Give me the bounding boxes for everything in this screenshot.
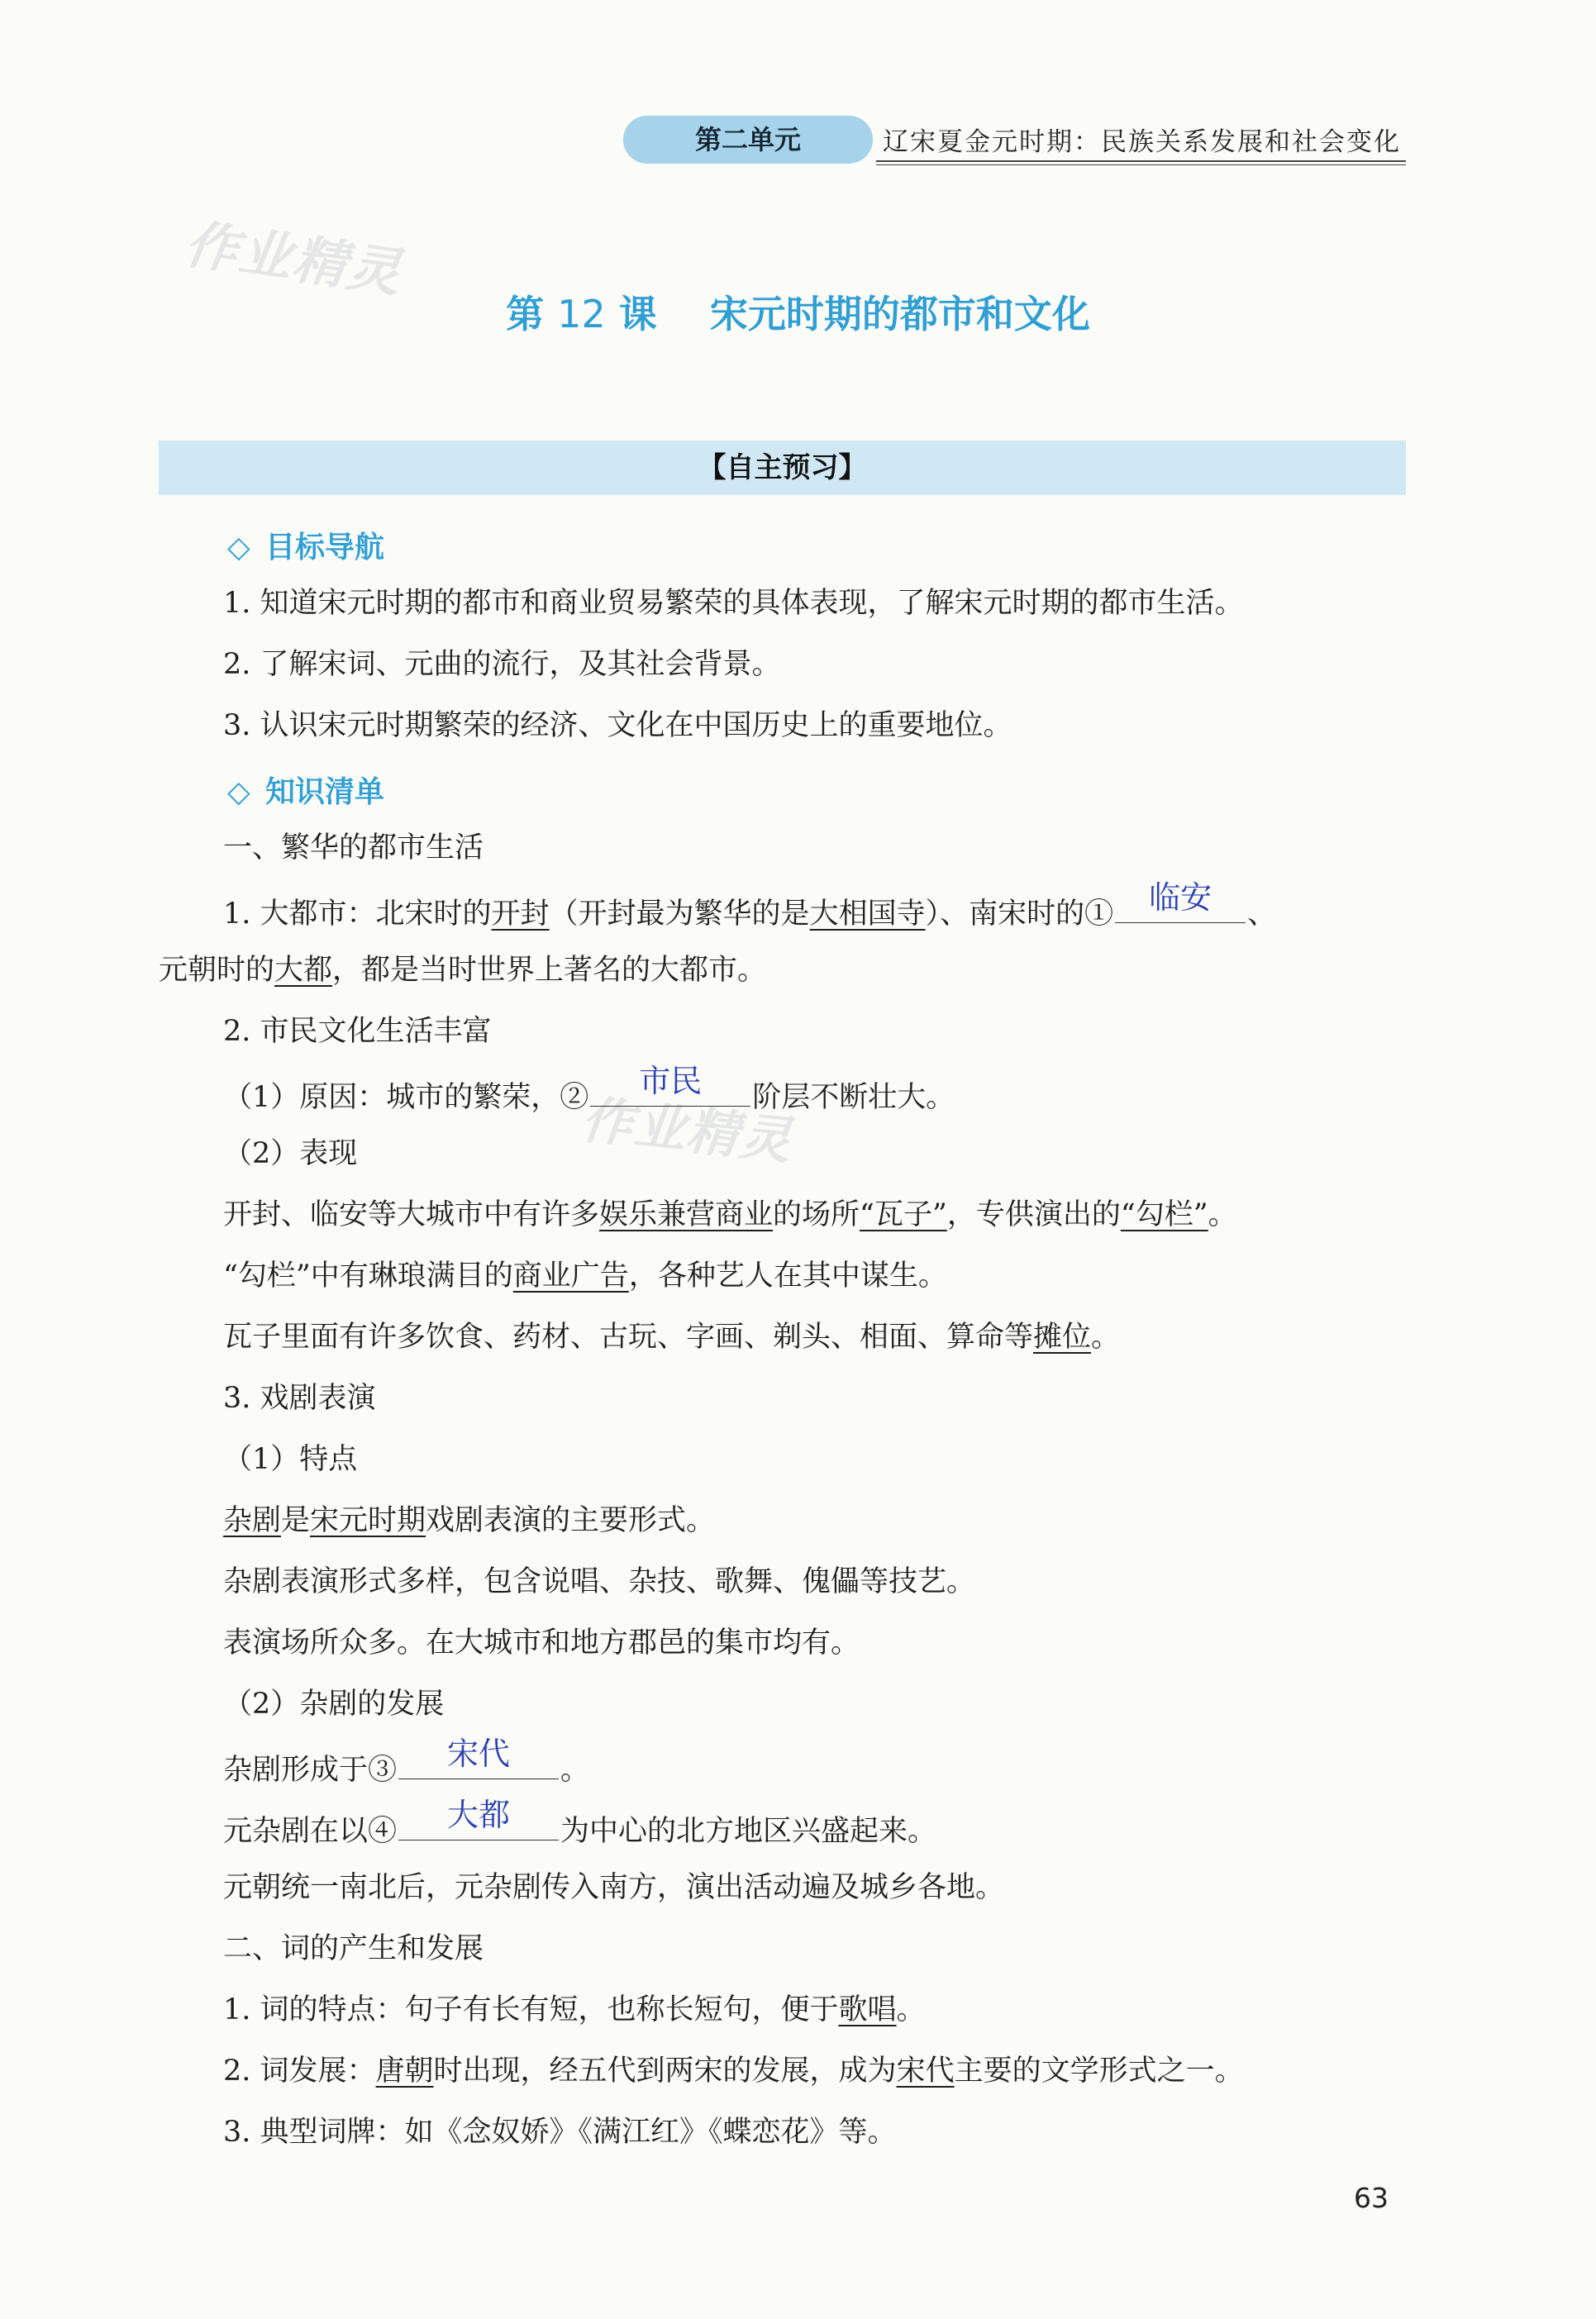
watermark-center: 作业精灵 — [579, 1088, 796, 1172]
text-line: 表演场所众多。在大城市和地方郡邑的集市均有。 — [223, 1626, 860, 1659]
lesson-number: 12 — [557, 292, 606, 336]
part-title: 二、词的产生和发展 — [223, 1932, 484, 1965]
text-line: 开封、临安等大城市中有许多娱乐兼营商业的场所“瓦子”，专供演出的“勾栏”。 — [223, 1198, 1237, 1231]
lesson-prefix: 第 — [506, 292, 545, 336]
text-line: （2）杂剧的发展 — [223, 1688, 445, 1721]
text-line: “勾栏”中有琳琅满目的商业广告，各种艺人在其中谋生。 — [223, 1259, 947, 1293]
text-line: 瓦子里面有许多饮食、药材、古玩、字画、剃头、相面、算命等摊位。 — [223, 1321, 1121, 1354]
diamond-icon: ◇ — [227, 531, 250, 564]
goal-item: 3. 认识宋元时期繁荣的经济、文化在中国历史上的重要地位。 — [223, 709, 1012, 742]
text-line: （1）特点 — [223, 1443, 358, 1476]
text-line: 杂剧表演形式多样，包含说唱、杂技、歌舞、傀儡等技艺。 — [223, 1565, 976, 1598]
handwritten-answer: 市民 — [639, 1063, 703, 1099]
answer-blank[interactable] — [590, 1063, 750, 1107]
text-line: 杂剧形成于③ 宋代 。 — [223, 1736, 590, 1787]
goal-item: 1. 知道宋元时期的都市和商业贸易繁荣的具体表现，了解宋元时期的都市生活。 — [223, 587, 1244, 620]
text-line: 1. 词的特点：句子有长有短，也称长短句，便于歌唱。 — [223, 1993, 926, 2026]
diamond-icon: ◇ — [227, 775, 250, 809]
text-line: 1. 大都市：北宋时的开封（开封最为繁华的是大相国寺）、南宋时的① 临安 、 — [223, 879, 1277, 931]
part-title: 一、繁华的都市生活 — [223, 831, 484, 864]
handwritten-answer: 临安 — [1149, 879, 1212, 916]
header-rule-thin — [876, 164, 1406, 165]
text-line: 2. 市民文化生活丰富 — [223, 1015, 492, 1048]
text-line: 元朝时的大都，都是当时世界上著名的大都市。 — [159, 954, 767, 987]
lesson-suffix: 课 — [618, 292, 657, 336]
text-line: 元杂剧在以④ 大都 为中心的北方地区兴盛起来。 — [223, 1797, 937, 1848]
goal-item: 2. 了解宋词、元曲的流行，及其社会背景。 — [223, 648, 781, 681]
text-line: 3. 戏剧表演 — [223, 1382, 376, 1415]
text-line: 3. 典型词牌：如《念奴娇》《满江红》《蝶恋花》等。 — [223, 2116, 897, 2149]
answer-blank[interactable] — [1115, 879, 1246, 923]
handwritten-answer: 宋代 — [447, 1736, 511, 1772]
unit-badge: 第二单元 — [623, 116, 873, 164]
text-line: 杂剧是宋元时期戏剧表演的主要形式。 — [223, 1504, 716, 1537]
handwritten-answer: 大都 — [447, 1797, 511, 1833]
goals-heading: ◇ 目标导航 — [227, 531, 385, 564]
text-line: 2. 词发展：唐朝时出现，经五代到两宋的发展，成为宋代主要的文学形式之一。 — [223, 2055, 1244, 2088]
watermark-logo: 作业精灵 — [181, 213, 407, 305]
unit-title: 辽宋夏金元时期：民族关系发展和社会变化 — [883, 127, 1401, 157]
page-number: 63 — [1354, 2182, 1389, 2214]
section-banner: 【自主预习】 — [159, 440, 1406, 495]
text-line: 元朝统一南北后，元杂剧传入南方，演出活动遍及城乡各地。 — [223, 1871, 1005, 1904]
text-line: （2）表现 — [223, 1137, 358, 1170]
header-rule — [876, 160, 1406, 162]
lesson-title — [0, 284, 1596, 339]
answer-blank[interactable] — [398, 1797, 559, 1840]
knowledge-heading: ◇ 知识清单 — [227, 775, 385, 809]
text-line: （1）原因：城市的繁荣，② 市民 阶层不断壮大。 — [223, 1063, 955, 1114]
answer-blank[interactable] — [398, 1736, 559, 1779]
lesson-name: 宋元时期的都市和文化 — [709, 292, 1090, 336]
